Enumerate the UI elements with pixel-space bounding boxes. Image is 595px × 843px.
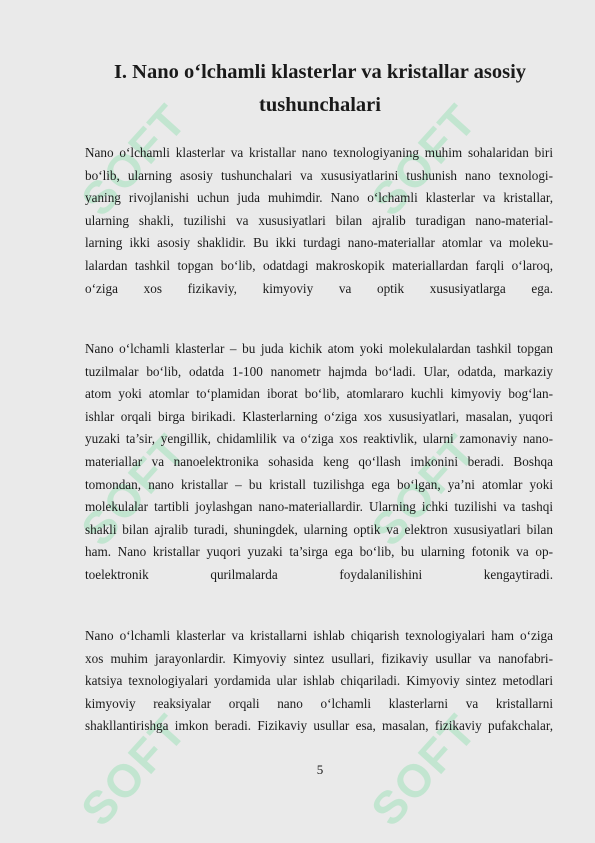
watermark: SOFT: [360, 703, 487, 836]
page-number: 5: [316, 762, 324, 777]
paragraph-line: molekulalar tartibli joylashgan nano-materiallardir. Ularning ichki tuzilishi va tashqi: [85, 499, 553, 515]
paragraph-line: ularning shakli, tuzilishi va xususiyatlari bilan ajralib turadigan nano-material-: [85, 212, 553, 228]
paragraph-line: Nano o‘lchamli klasterlar va kristallar nano texnologiyaning muhim sohalaridan biri: [85, 145, 553, 160]
page-title-line-1: I. Nano o‘lchamli klasterlar va kristallar asosiy: [113, 61, 527, 83]
paragraph-line: materiallar va nanoelektronika sohasida keng qo‘llash imkonini beradi. Boshqa: [85, 453, 553, 469]
paragraph-2: [85, 338, 553, 587]
page-title: [85, 56, 555, 122]
paragraph-line: ishlar orqali birga birikadi. Klasterlarning o‘ziga xos xususiyatlari, masalan, yuqori: [85, 408, 553, 424]
watermark: SOFT: [70, 423, 197, 556]
paragraph-line: Nano o‘lchamli klasterlar va kristallarni ishlab chiqarish texnologiyalari ham o‘ziga: [85, 628, 553, 643]
paragraph-line: Nano o‘lchamli klasterlar – bu juda kichik atom yoki molekulalardan tashkil topgan: [85, 341, 553, 356]
paragraph-3: [85, 625, 553, 738]
watermark: SOFT: [70, 703, 197, 836]
paragraph-line: lalardan tashkil topgan bo‘lib, odatdagi makroskopik materiallardan farqli o‘laroq,: [85, 257, 553, 273]
paragraph-line: yuzaki ta’sir, yengillik, chidamlilik va o‘ziga xos reaktivlik, ularni zamonaviy nano-: [85, 431, 553, 447]
watermark: SOFT: [360, 423, 487, 556]
paragraph-line: shakllantirishga imkon beradi. Fizikaviy usullar esa, masalan, fizikaviy pufakchalar,: [85, 718, 553, 734]
paragraph-1: [85, 142, 553, 300]
paragraph-line: toelektronik qurilmalarda foydalanilishini kengaytiradi.: [85, 566, 553, 582]
watermark: SOFT: [360, 93, 487, 226]
paragraph-line: o‘ziga xos fizikaviy, kimyoviy va optik xususiyatlarga ega.: [85, 280, 553, 296]
paragraph-line: bo‘lib, ularning asosiy tushunchalari va xususiyatlarini tushunish nano texnologi-: [85, 167, 553, 183]
paragraph-line: larning ikki asosiy shaklidir. Bu ikki turdagi nano-materiallar atomlar va moleku-: [85, 235, 553, 251]
paragraph-line: tomondan, nano kristallar – bu kristall tuzilishga ega bo‘lgan, ya’ni atomlar yoki: [85, 476, 553, 492]
paragraph-line: shakli bilan ajralib turadi, shuningdek, ularning optik va elektron xususiyatlari bilan: [85, 521, 553, 537]
paragraph-line: xos muhim jarayonlardir. Kimyoviy sintez usullari, fizikaviy usullar va nanofabri-: [85, 650, 553, 666]
watermark: SOFT: [70, 93, 197, 226]
paragraph-line: atom yoki atomlar to‘plamidan iborat bo‘lib, atomlararo kuchli kimyoviy bog‘lan-: [85, 386, 553, 402]
paragraph-line: tuzilmalar bo‘lib, odatda 1-100 nanometr hajmda bo‘ladi. Ular, odatda, markaziy: [85, 363, 553, 379]
paragraph-line: yaning rivojlanishi uchun juda muhimdir. Nano o‘lchamli klasterlar va kristallar,: [85, 190, 553, 206]
paragraph-line: ham. Nano kristallar yuqori yuzaki ta’sirga ega bo‘lib, bu ularning fotonik va op-: [85, 544, 553, 560]
page-title-line-2: tushunchalari: [259, 94, 381, 116]
paragraph-line: kimyoviy reaksiyalar orqali nano o‘lchamli klasterlarni va kristallarni: [85, 695, 553, 711]
paragraph-line: katsiya texnologiyalari yordamida ular ishlab chiqariladi. Kimyoviy sintez metodlari: [85, 673, 553, 689]
